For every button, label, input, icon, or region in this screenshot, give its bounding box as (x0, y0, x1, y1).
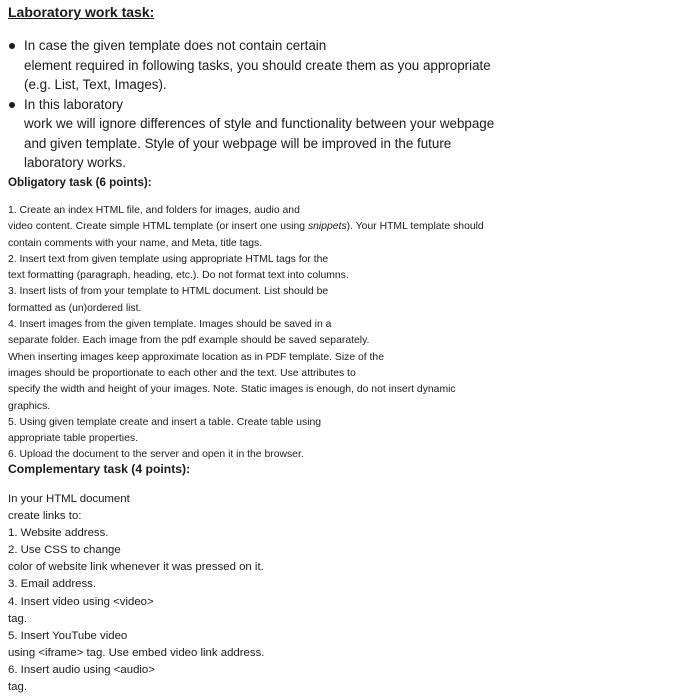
text-line: 5. Insert YouTube video (8, 629, 128, 642)
obligatory-task-title: Obligatory task (6 points): (8, 176, 152, 189)
text-line: separate folder. Each image from the pdf example should be saved separately. (8, 335, 370, 347)
text-line: 6. Upload the document to the server and open it in the browser. (8, 449, 304, 461)
text-line: In your HTML document (8, 493, 130, 505)
text-line: appropriate table properties. (8, 433, 138, 445)
bullet-line: laboratory works. (24, 155, 126, 170)
text-line: 1. Create an index HTML file, and folders for images, audio and (8, 205, 300, 216)
bullet-item (0, 95, 494, 173)
text-line: create links to: (8, 510, 82, 523)
complementary-task-title: Complementary task (4 points): (8, 462, 191, 476)
bullet-line: element required in following tasks, you should create them as you appropriate (24, 57, 491, 73)
text-line: When inserting images keep approximate location as in PDF template. Size of the (8, 351, 384, 363)
bullet-marker-icon (9, 102, 15, 108)
text-line: 4. Insert images from the given template. Images should be saved in a (8, 319, 332, 331)
text-line: 2. Use CSS to change (8, 544, 121, 557)
text-line: formatted as (un)ordered list. (8, 302, 142, 314)
text-line: tag. (8, 681, 27, 694)
bullet-line: work we will ignore differences of style and functionality between your webpage (24, 116, 495, 131)
text-line: images should be proportionate to each other and the text. Use attributes to (8, 367, 356, 379)
complementary-task-body (8, 491, 264, 696)
bullet-line: and given template. Style of your webpage will be improved in the future (24, 135, 452, 151)
bullet-item (0, 36, 494, 95)
text-line: 1. Website address. (8, 527, 109, 540)
obligatory-task-body (8, 203, 484, 464)
text-line: text formatting (paragraph, heading, etc.). Do not format text into columns. (8, 270, 349, 282)
text-line: 2. Insert text from given template using appropriate HTML tags for the (8, 253, 329, 265)
text-line: video content. Create simple HTML template (or insert one using snippets). Your HTML template should (8, 221, 484, 233)
text-line: 6. Insert audio using <audio> (8, 663, 155, 676)
text-line: using <iframe> tag. Use embed video link address. (8, 646, 265, 659)
instruction-bullet-list (0, 36, 494, 173)
bullet-marker-icon (9, 43, 15, 49)
task-heading: Laboratory work task: (8, 4, 155, 20)
text-line: 3. Email address. (8, 578, 96, 591)
text-line: 5. Using given template create and insert a table. Create table using (8, 416, 322, 428)
text-line: tag. (8, 612, 27, 625)
bullet-line: In case the given template does not contain certain (24, 38, 327, 53)
text-line: 3. Insert lists of from your template to HTML document. List should be (8, 286, 329, 298)
text-line: specify the width and height of your images. Note. Static images is enough, do not insert dynamic (8, 384, 456, 396)
bullet-line: In this laboratory (24, 96, 123, 112)
text-line: graphics. (8, 400, 51, 412)
text-line: contain comments with your name, and Meta, title tags. (8, 237, 263, 249)
text-line: color of website link whenever it was pressed on it. (8, 561, 264, 574)
bullet-line: (e.g. List, Text, Images). (24, 77, 167, 92)
text-line: 4. Insert video using <video> (8, 595, 154, 608)
